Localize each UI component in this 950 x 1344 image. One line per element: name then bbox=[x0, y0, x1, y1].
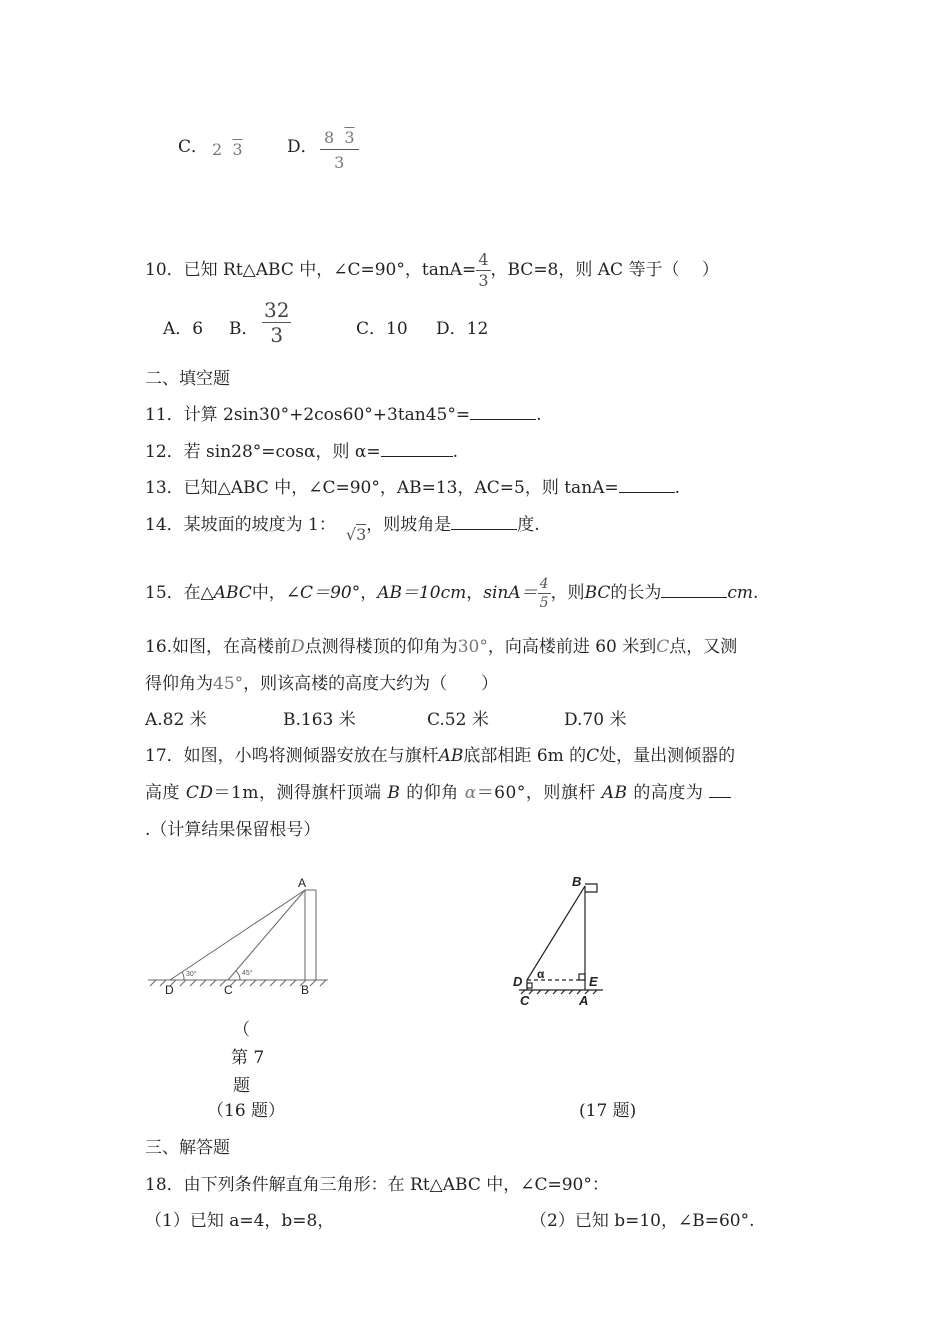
fig17-label-alpha: α bbox=[537, 967, 545, 981]
angle-arc-45 bbox=[236, 971, 240, 980]
question-16-line-1: 16.如图，在高楼前D点测得楼顶的仰角为30°，向高楼前进 60 米到C点，又测 bbox=[145, 637, 738, 657]
fig16-label-c: C bbox=[224, 983, 233, 997]
fig16-angle-45: 45° bbox=[242, 970, 253, 977]
q9-option-d-label: D． bbox=[287, 137, 318, 157]
fig16-stray-paren: （ bbox=[233, 1020, 250, 1040]
fig17-caption: (17 题) bbox=[579, 1101, 637, 1121]
fig16-label-a: A bbox=[298, 876, 307, 890]
question-13: 13．已知△ABC 中，∠C=90°，AB=13，AC=5，则 tanA= . bbox=[145, 478, 681, 498]
ground-hatching bbox=[150, 980, 326, 986]
fig16-caption: （16 题） bbox=[207, 1101, 286, 1121]
fig16-stray-text: 第 7 bbox=[231, 1048, 265, 1068]
fig17-label-e: E bbox=[589, 974, 598, 989]
figure-16-diagram bbox=[140, 870, 340, 1000]
fig16-label-d: D bbox=[165, 983, 174, 997]
q10-fraction: $\frac{4}{3}$ bbox=[478, 250, 489, 290]
q10-option-a: A．6 bbox=[163, 319, 204, 339]
q16-option-c: C.52 米 bbox=[427, 710, 489, 730]
q9-option-d-value: 8 3 3 bbox=[320, 128, 359, 172]
fig17-label-c: C bbox=[520, 993, 530, 1008]
figure-17-diagram bbox=[505, 870, 615, 1015]
question-14: 14．某坡面的坡度为 1： √3，则坡角是 度. bbox=[145, 515, 540, 544]
answer-blank[interactable] bbox=[619, 478, 675, 493]
section-3-heading: 三、解答题 bbox=[145, 1138, 230, 1158]
question-16-line-2: 得仰角为45°，则该高楼的高度大约为（ ） bbox=[145, 674, 499, 694]
question-11: 11．计算 2sin30°+2cos60°+3tan45°= . bbox=[145, 405, 542, 425]
answer-blank[interactable] bbox=[381, 442, 453, 457]
sight-line bbox=[527, 886, 585, 980]
q9-option-c-value: 2 3 bbox=[212, 140, 243, 159]
q18-part-1: （1）已知 a=4，b=8， bbox=[145, 1211, 335, 1231]
flag-icon bbox=[585, 884, 597, 892]
question-15: 15．在△ABC中，∠C＝90°，AB＝10cm，sinA＝ $\frac{4}{5}$ ，则BC的长为 cm. bbox=[145, 576, 759, 611]
question-12: 12．若 sin28°=cosα，则 α= . bbox=[145, 442, 459, 462]
q18-part-2: （2）已知 b=10，∠B=60°. bbox=[530, 1211, 755, 1231]
q10-option-c: C．10 bbox=[356, 319, 408, 339]
sight-line-d bbox=[170, 890, 305, 980]
answer-blank[interactable] bbox=[470, 405, 536, 420]
question-17-line-3: .（计算结果保留根号） bbox=[145, 820, 321, 840]
sight-line-c bbox=[228, 890, 305, 980]
fig17-label-a: A bbox=[579, 993, 589, 1008]
question-18: 18．由下列条件解直角三角形：在 Rt△ABC 中，∠C=90°： bbox=[145, 1175, 609, 1195]
fig17-label-d: D bbox=[513, 974, 523, 989]
question-10: 10．已知 Rt△ABC 中，∠C=90°，tanA= $\frac{4}{3}$ ，BC=8，则 AC 等于（ ） bbox=[145, 250, 719, 290]
q9-option-c bbox=[178, 132, 208, 157]
fig16-stray-text-2: 题 bbox=[233, 1076, 250, 1096]
q10-option-d: D．12 bbox=[436, 319, 489, 339]
q16-option-b: B.163 米 bbox=[283, 710, 356, 730]
sqrt-icon: √3 bbox=[345, 525, 367, 544]
q16-option-a: A.82 米 bbox=[145, 710, 207, 730]
section-2-heading: 二、填空题 bbox=[145, 369, 230, 389]
question-17-line-1: 17．如图，小鸣将测倾器安放在与旗杆AB底部相距 6m 的C处，量出测倾器的 bbox=[145, 746, 736, 766]
fig17-label-b: B bbox=[572, 874, 582, 889]
fig16-angle-30: 30° bbox=[186, 971, 197, 978]
angle-arc-30 bbox=[182, 972, 184, 980]
q10-option-b-value: $\frac{32}{3}$ bbox=[264, 298, 290, 347]
right-angle-mark-e bbox=[579, 974, 585, 980]
answer-blank[interactable] bbox=[709, 783, 731, 798]
q16-option-d: D.70 米 bbox=[564, 710, 627, 730]
answer-blank[interactable] bbox=[661, 583, 727, 598]
answer-blank[interactable] bbox=[451, 515, 517, 530]
q10-option-b-label: B． bbox=[229, 319, 259, 339]
fig16-label-b: B bbox=[301, 983, 310, 997]
q9-option-c-label: C． bbox=[178, 137, 209, 157]
right-angle-mark-c bbox=[527, 983, 532, 988]
question-17-line-2: 高度 CD＝1m，测得旗杆顶端 B 的仰角 α＝60°，则旗杆 AB 的高度为 bbox=[145, 778, 731, 803]
